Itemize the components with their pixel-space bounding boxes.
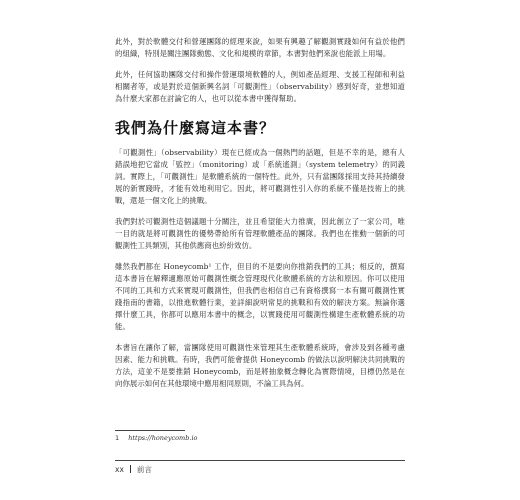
footnote-link[interactable]: https://honeycomb.io [128, 434, 198, 442]
page-number: xx [115, 465, 124, 474]
page-footer [115, 465, 152, 475]
section-paragraph-3: 雖然我們都在 Honeycomb¹ 工作，但目的不是要向你推銷我們的工具；相反的，撰寫這本書旨在解釋適應原始可觀測性概念管理現代化軟體系統的方法和原因。你可以使用不同的工具和方式來實現可觀測性，但我們也相信自己有資格撰寫一本有關可觀測性實踐指南的書籍，以推進軟體行業，並詳細說明常見的挑戰和有效的解決方案。無論你選擇什麼工具，你都可以應用本書中的概念，以實踐使用可觀測性構建生產軟體系統的功能。 [115, 262, 405, 331]
footer-separator [130, 465, 131, 473]
footnote-number: 1 [115, 434, 120, 442]
footer-divider [115, 460, 405, 461]
section-paragraph-1: 「可觀測性」（observability）現在已經成為一個熱門的話題，但是不幸的是，總有人錯誤地把它當成「監控」（monitoring）或「系統遙測」（system telemetry）的同義詞。實際上，「可觀測性」是軟體系統的一個特性。此外，只有當團隊採用支持其持續發展的新實踐時，才能有效地利用它。因此，將可觀測性引入你的系統不僅是技術上的挑戰，還是一個文化上的挑戰。 [115, 148, 405, 205]
intro-paragraph-1: 此外，對於軟體交付和營運團隊的經理來說，如果有興趣了解觀測實踐如何有益於他們的組織，特別是關注團隊動態、文化和規模的章節，本書對他們來說也能派上用場。 [115, 37, 405, 58]
footer-section-name: 前言 [136, 465, 152, 474]
section-paragraph-2: 我們對於可觀測性這個議題十分關注，並且希望能大力推廣，因此創立了一家公司，唯一目的就是將可觀測性的優勢帶給所有管理軟體產品的團隊。我們也在推動一個新的可觀測性工具類別，其他供應商也紛紛效仿。 [115, 217, 405, 250]
page-body [115, 36, 405, 390]
section-heading: 我們為什麼寫這本書？ [115, 119, 276, 137]
footnote-divider [115, 430, 185, 431]
footnote [115, 434, 197, 443]
intro-paragraph-2: 此外，任何協助團隊交付和操作營運環境軟體的人，例如產品經理、支援工程師和利益相關者等，或是對於這個新興名詞「可觀測性」（observability）感到好奇，並想知道為什麼大家都在討論它的人，也可以從本書中獲得幫助。 [115, 70, 405, 103]
section-paragraph-4: 本書旨在讓你了解，當團隊使用可觀測性來管理其生產軟體系統時，會涉及到各種考慮因素、能力和挑戰。有時，我們可能會提供 Honeycomb 的做法以說明解決共同挑戰的方法，這並不是要推銷 Honeycomb，而是將抽象概念轉化為實際情境，目標仍然是在向你展示如何在其他環境中應用相同原則，不論工具為何。 [115, 343, 405, 388]
